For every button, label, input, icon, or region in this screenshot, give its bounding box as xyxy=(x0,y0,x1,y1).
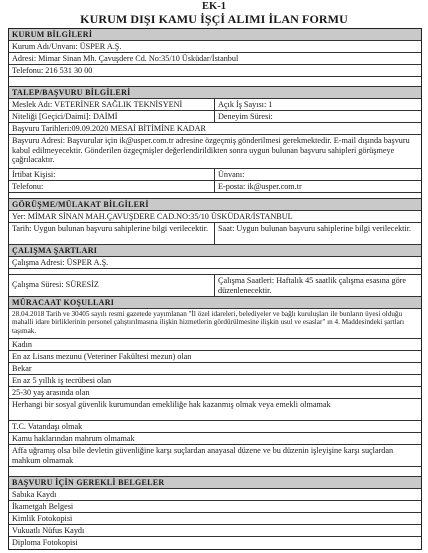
section-kurum-header: KURUM BİLGİLERİ xyxy=(9,29,421,41)
kosul-item: Affa uğramış olsa bile devletin güvenliğine karşı suçlardan anayasal düzene ve bu düzenin işleyişine karşı suçlardan mahkum olmamak xyxy=(9,445,421,467)
nitelik-row xyxy=(9,111,421,123)
section-muracaat-header: MÜRACAAT KOŞULLARI xyxy=(9,297,421,309)
form-table xyxy=(8,28,422,550)
kurum-adi: Kurum Adı/Unvanı: ÜSPER A.Ş. xyxy=(9,41,421,53)
belge-item: İkametgah Belgesi xyxy=(9,501,421,513)
kosul-item: T.C. Vatandaşı olmak xyxy=(9,421,421,433)
kosul-item: 25-30 yaş arasında olan xyxy=(9,387,421,399)
sure-saat-row xyxy=(9,275,421,297)
muracaat-intro: 28.04.2018 Tarih ve 30405 sayılı resmi gazetede yayımlanan "İl özel idareleri, belediyeler ve bağlı kuruluşları ile bunların üyesi olduğu mahalli idare birliklerinin personel çalıştırılmasına ilişkin hizmetlerin gördürülmesine ilişkin usul ve esaslar" ın 4. Maddesindeki şartları taşımak. xyxy=(9,309,421,339)
meslek-adi: Meslek Adı: VETERİNER SAĞLIK TEKNİSYENİ xyxy=(12,100,183,109)
telefonu: Telefonu: xyxy=(12,182,44,191)
eposta: E-posta: ik@usper.com.tr xyxy=(218,182,302,191)
meslek-row xyxy=(9,99,421,111)
kurum-adres: Adresi: Mimar Sinan Mh. Çavuşdere Cd. No:35/10 Üsküdar/İstanbul xyxy=(9,53,421,65)
irtibat-kisisi: İrtibat Kişisi: xyxy=(12,170,56,179)
section-gorusme-header: GÖRÜŞME/MÜLAKAT BİLGİLERİ xyxy=(9,199,421,211)
belge-item: Sabıka Kaydı xyxy=(9,489,421,501)
acik-is-sayisi: Açık İş Sayısı: 1 xyxy=(218,100,273,109)
belge-item: Diploma Fotokopisi xyxy=(12,538,78,547)
calisma-adresi: Çalışma Adresi: ÜSPER A.Ş. xyxy=(9,257,421,269)
calisma-suresi: Çalışma Süresi: SÜRESİZ xyxy=(12,280,99,289)
belge-item: Vukuatlı Nüfus Kaydı xyxy=(9,525,421,537)
tarih-saat-row xyxy=(9,223,421,245)
basvuru-adresi: Başvuru Adresi: Başvurular için ik@usper.com.tr adresine özgeçmiş gönderilmesi gerekmektedir. E-mail dışında başvuru kabul edilmeyecektir. Gönderilen özgeçmişler değerlendirildikten sonra uygun bulunan başvuru sahipleri görüşmeye çağrılacaktır. xyxy=(9,135,421,169)
deneyim-suresi: Deneyim Süresi: xyxy=(218,112,273,121)
kurum-telefon: Telefonu: 216 531 30 00 xyxy=(9,65,421,77)
section-calisma-header: ÇALIŞMA ŞARTLARI xyxy=(9,245,421,257)
kosul-item: En az 5 yıllık iş tecrübesi olan xyxy=(9,375,421,387)
irtibat-row xyxy=(9,169,421,181)
belge-item: Kimlik Fotokopisi xyxy=(9,513,421,525)
kosul-item: Kamu haklarından mahrum olmamak xyxy=(9,433,421,445)
unvani: Ünvanı: xyxy=(218,170,245,179)
spacer-row xyxy=(9,77,421,87)
calisma-saatleri: Çalışma Saatleri: Haftalık 45 saatlik çalışma esasına göre düzenlenecektir. xyxy=(218,276,407,295)
section-belgeler-header: BAŞVURU İÇİN GEREKLİ BELGELER xyxy=(9,477,421,489)
kosul-item: Bekar xyxy=(9,363,421,375)
gorusme-yer: Yer: MİMAR SİNAN MAH.ÇAVUŞDERE CAD.NO:35/10 ÜSKÜDAR/İSTANBUL xyxy=(9,211,421,223)
iletisim-row xyxy=(9,181,421,193)
gorusme-tarih: Tarih: Uygun bulunan başvuru sahiplerine bilgi verilecektir. xyxy=(12,224,209,233)
spacer-row xyxy=(9,467,421,477)
niteligi: Niteliği [Geçici/Daimi]: DAİMİ xyxy=(12,112,118,121)
form-title: KURUM DIŞI KAMU İŞÇİ ALIMI İLAN FORMU xyxy=(80,12,348,26)
section-talep-header: TALEP/BAŞVURU BİLGİLERİ xyxy=(9,87,421,99)
gorusme-saat: Saat: Uygun bulunan başvuru sahiplerine bilgi verilecektir. xyxy=(218,224,412,233)
basvuru-tarihleri: Başvuru Tarihleri:09.09.2020 MESAİ BİTİMİNE KADAR xyxy=(9,123,421,135)
ek-label: EK-1 xyxy=(202,1,226,12)
kosul-item: Herhangi bir sosyal güvenlik kurumundan emekliliğe hak kazanmış olmak veya emekli olmamak xyxy=(9,399,421,421)
kosul-item: En az Lisans mezunu (Veteriner Fakültesi mezun) olan xyxy=(9,351,421,363)
kosul-item: Kadın xyxy=(9,339,421,351)
